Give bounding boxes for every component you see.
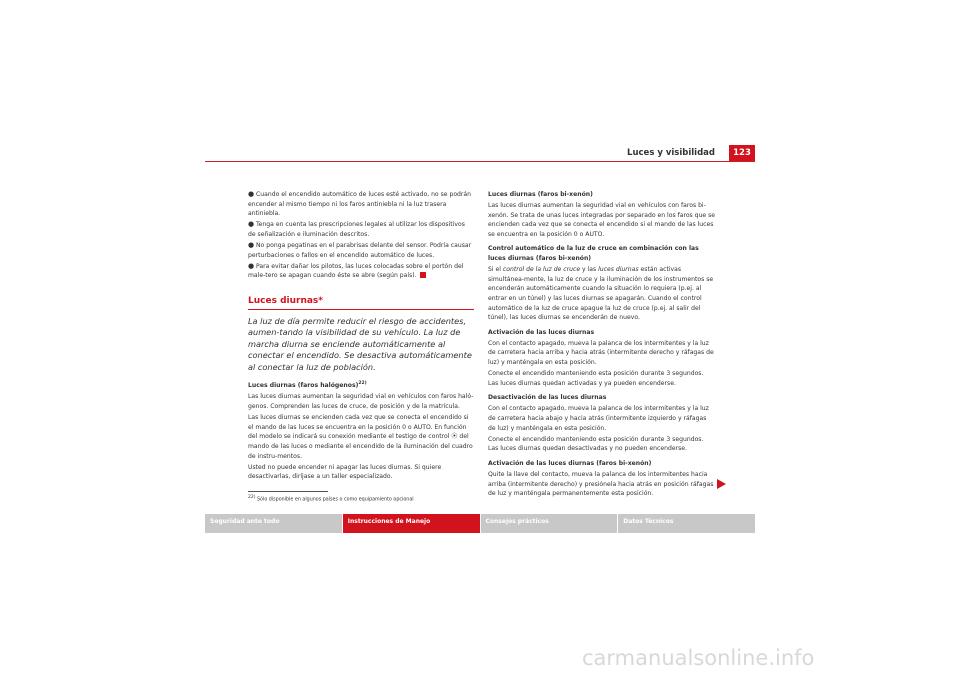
header-divider xyxy=(205,161,755,162)
paragraph: Conecte el encendido manteniendo esta posición durante 3 segundos. Las luces diurnas quedan activadas y ya pueden encenderse. xyxy=(488,370,704,387)
bullet-icon: ● xyxy=(248,240,255,249)
footer-tab-datos[interactable]: Datos Técnicos xyxy=(618,514,755,533)
footnote-ref: 22) xyxy=(358,381,367,387)
bullet-item: ● Para evitar dañar los pilotos, las luces colocadas sobre el portón del male-tero se apagan cuando éste se abre (según país). xyxy=(248,261,464,280)
footer-tab-seguridad[interactable]: Seguridad ante todo xyxy=(205,514,342,533)
paragraph: Con el contacto apagado, mueva la palanca de los intermitentes y la luz de carretera hacia abajo y hacia atrás (intermitente izquierdo y ráfagas de luz) y manténgala en esta posición. xyxy=(488,405,709,432)
footer-nav xyxy=(205,514,755,533)
paragraph: Si el control de la luz de cruce y las luces diurnas están activas simultánea-mente, la luz de cruce y la iluminación de los instrumentos se encenderán automáticamente cuando la situación lo requiera (p.ej. al entrar en un túnel) y las luces diurnas se apagarán. Cuando el control automático de la luz de cruce apague la luz de cruce (p.ej. al salir del túnel), las luces diurnas se encenderán de nuevo. xyxy=(488,266,714,322)
footnote-marker: 22) xyxy=(248,495,256,500)
footnote xyxy=(248,491,474,503)
footnote-text: Sólo disponible en algunos países o como equipamiento opcional xyxy=(257,497,414,503)
sub-heading: Desactivación de las luces diurnas xyxy=(488,394,607,402)
paragraph: Las luces diurnas aumentan la seguridad vial en vehículos con faros bi-xenón. Se trata de unas luces integradas por separado en los faros que se encienden cada vez que se conecta el encendido si el mando de las luces se encuentra en la posición 0 o AUTO. xyxy=(488,202,715,238)
sub-heading: Luces diurnas (faros halógenos)$^{22)}$ xyxy=(248,381,367,390)
paragraph: Conecte el encendido manteniendo esta posición durante 3 segundos. Las luces diurnas quedan desactivadas y no pueden encenderse. xyxy=(488,435,704,453)
paragraph: Usted no puede encender ni apagar las luces diurnas. Si quiere desactivarlas, diríjase a un taller especializado. xyxy=(248,463,442,481)
next-page-arrow-icon[interactable] xyxy=(717,479,726,489)
paragraph: Quite la llave del contacto, mueva la palanca de los intermitentes hacia arriba (intermitente derecho) y presiónela hacia atrás en posición ráfagas de luz y manténgala permanentemente esta posición. xyxy=(488,470,714,498)
page-header-title: Luces y visibilidad xyxy=(627,148,715,158)
paragraph: Las luces diurnas aumentan la seguridad vial en vehículos con faros haló-genos. Comprenden las luces de cruce, de posición y de la matrícula. xyxy=(248,393,474,411)
section-end-icon xyxy=(420,272,426,278)
section-title: Luces diurnas* xyxy=(248,295,474,310)
bullet-icon: ● xyxy=(248,220,255,229)
bullet-icon: ● xyxy=(248,261,255,270)
watermark: carmanualsonline.info xyxy=(582,646,815,670)
page-number: 123 xyxy=(729,145,755,161)
footnote-divider xyxy=(248,491,328,492)
footer-tab-instrucciones[interactable]: Instrucciones de Manejo xyxy=(343,514,480,533)
paragraph: Las luces diurnas se encienden cada vez que se conecta el encendido si el mando de las luces se encuentra en la posición 0 o AUTO. En función del modelo se indicará su conexión mediante el testigo de control ⦿ del mando de las luces o mediante el encendido de la iluminación del cuadro de instru-mentos. xyxy=(248,414,473,460)
sub-heading: Activación de las luces diurnas xyxy=(488,328,595,336)
left-column xyxy=(248,190,474,483)
paragraph: Con el contacto apagado, mueva la palanca de los intermitentes y la luz de carretera hacia arriba y hacia atrás (intermitente derecho y ráfagas de luz) y manténgala en esta posición. xyxy=(488,339,714,366)
sub-heading: Control automático de la luz de cruce en combinación con las luces diurnas (faros bi-xenón) xyxy=(488,245,699,263)
bullet-icon: ● xyxy=(248,190,255,198)
sub-heading: Luces diurnas (faros bi-xenón) xyxy=(488,191,593,198)
sub-heading: Activación de las luces diurnas (faros bi-xenón) xyxy=(488,459,652,467)
footer-tab-consejos[interactable]: Consejos prácticos xyxy=(481,514,618,533)
bullet-item: ● Tenga en cuenta las prescripciones legales al utilizar los dispositivos de señalización e iluminación descritos. xyxy=(248,220,465,238)
right-column xyxy=(488,190,715,500)
bullet-item: ● No ponga pegatinas en el parabrisas delante del sensor. Podría causar perturbaciones o fallos en el encendido automático de luces. xyxy=(248,240,472,259)
section-intro: La luz de día permite reducir el riesgo de accidentes, aumen-tando la visibilidad de su vehículo. La luz de marcha diurna se enciende automáticamente al conectar el encendido. Se desactiva automáticamente al conectar la luz de población. xyxy=(248,315,472,372)
bullet-item: ● Cuando el encendido automático de luces esté activado, no se podrán encender al mismo tiempo ni los faros antiniebla ni la luz trasera antiniebla. xyxy=(248,190,472,218)
